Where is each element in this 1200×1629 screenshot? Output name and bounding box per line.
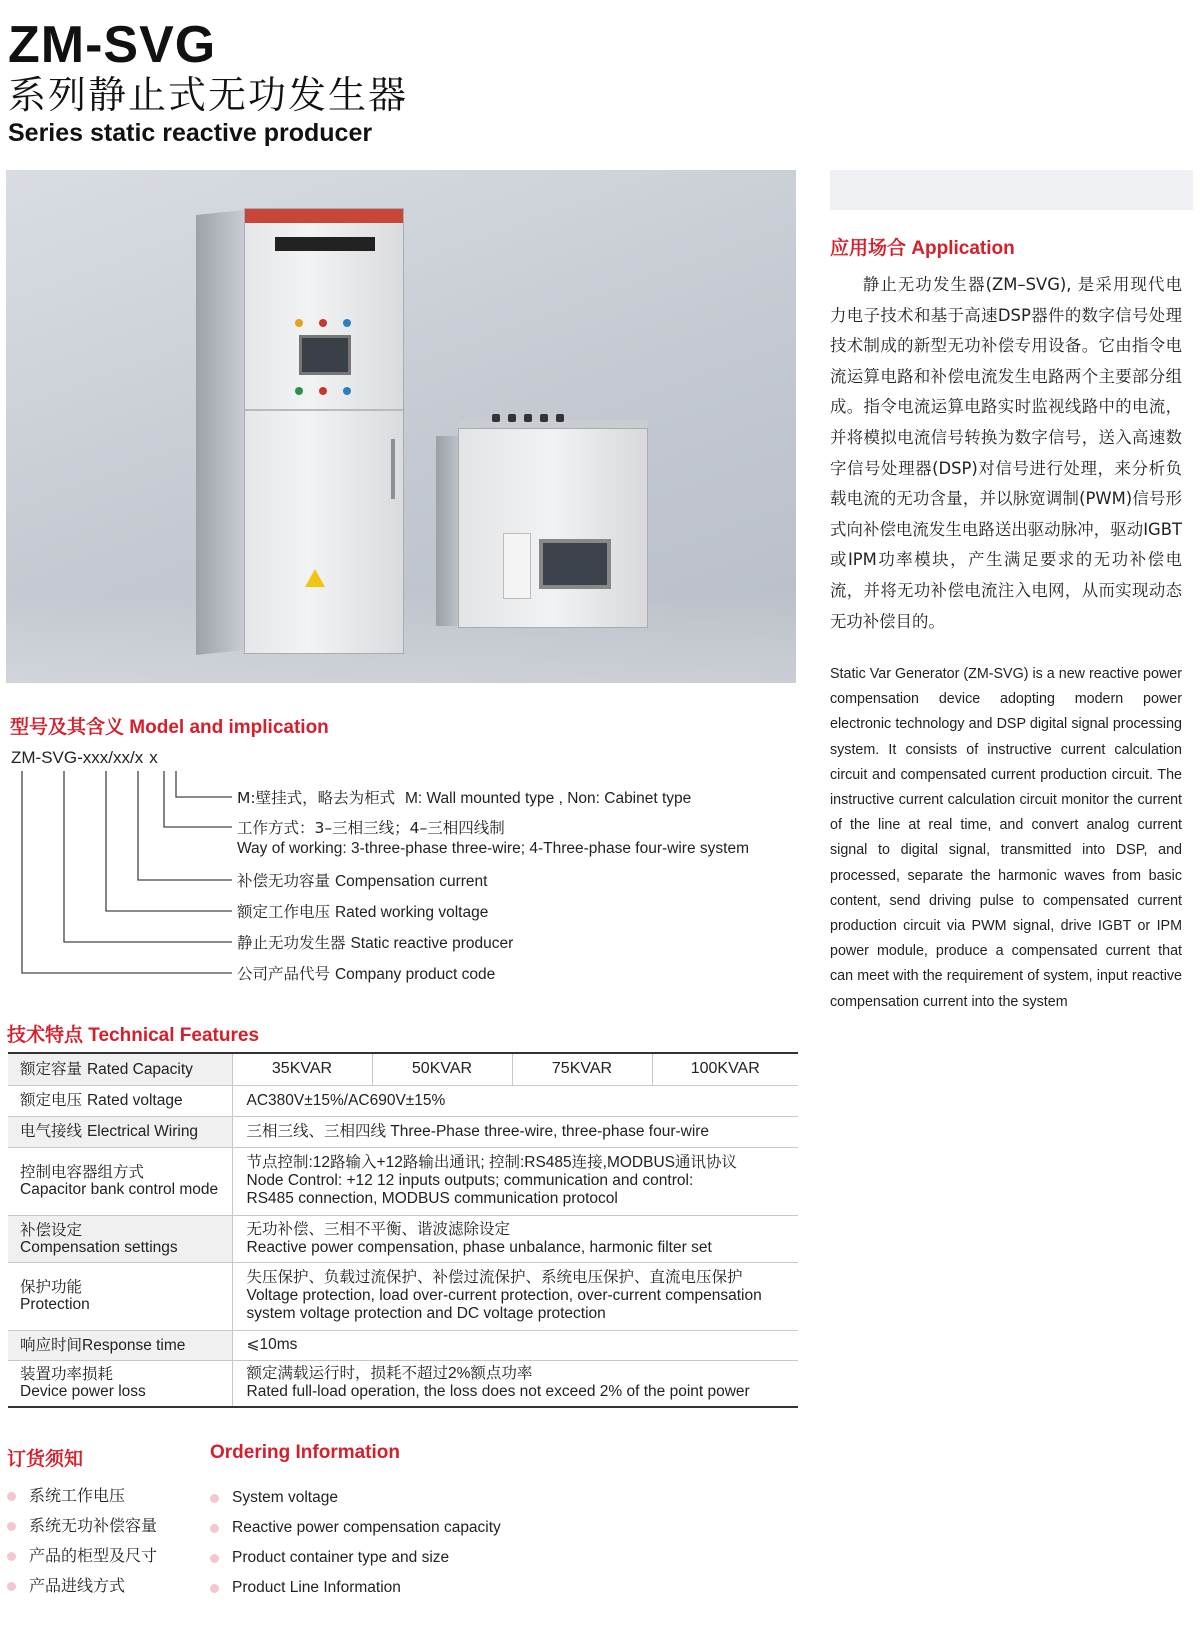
application-heading: 应用场合 Application	[830, 238, 1015, 259]
model-item-cn: 公司产品代号	[237, 965, 331, 983]
model-item-en: Company product code	[334, 966, 496, 983]
indicator-lamp	[343, 319, 351, 327]
connector-terminal	[540, 414, 548, 422]
capacity-cell: 50KVAR	[372, 1053, 512, 1085]
bullet-icon	[7, 1582, 16, 1591]
model-item-en: Static reactive producer	[350, 935, 514, 952]
tree-line	[176, 771, 232, 797]
table-row-value: 三相三线、三相四线 Three-Phase three-wire, three-phase four-wire	[232, 1116, 798, 1147]
warning-icon	[305, 569, 325, 587]
wall-unit-screen	[539, 539, 611, 589]
bullet-icon	[210, 1524, 219, 1533]
bullet-icon	[7, 1552, 16, 1561]
indicator-lamp	[319, 319, 327, 327]
list-item: Product Line Information	[210, 1573, 501, 1603]
model-item	[237, 869, 487, 891]
table-row	[8, 1116, 798, 1147]
model-item-cn: 静止无功发生器	[237, 934, 346, 952]
table-row	[8, 1085, 798, 1116]
cabinet-side	[196, 210, 244, 655]
page-subtitle-cn: 系列静止式无功发生器	[8, 73, 409, 117]
table-row-label: 额定电压 Rated voltage	[8, 1085, 232, 1116]
cabinet-header-strip	[245, 209, 403, 223]
cabinet-front	[244, 208, 404, 654]
ordering-heading-cn: 订货须知	[7, 1449, 84, 1470]
bullet-icon	[210, 1494, 219, 1503]
model-item-cn: 补偿无功容量	[237, 872, 331, 890]
tree-line	[138, 771, 232, 880]
model-item-cn: M:壁挂式，略去为柜式	[237, 789, 396, 807]
cabinet-door-divider	[245, 409, 403, 411]
capacity-cell: 75KVAR	[512, 1053, 652, 1085]
model-code-part: xx	[113, 748, 131, 767]
model-item-en: Rated working voltage	[334, 904, 489, 921]
ordering-heading-en: Ordering Information	[210, 1442, 400, 1463]
model-item	[237, 931, 513, 953]
table-row-label: 控制电容器组方式 Capacitor bank control mode	[8, 1147, 232, 1215]
product-photo	[6, 170, 796, 683]
cabinet-screen	[299, 335, 351, 375]
model-item-en: Compensation current	[334, 873, 488, 890]
features-heading	[7, 1020, 259, 1047]
tree-line	[106, 771, 232, 911]
model-code-part: SVG	[41, 748, 78, 767]
connector-terminal	[556, 414, 564, 422]
ordering-list-en	[210, 1483, 501, 1603]
model-item	[237, 962, 495, 984]
spec-table	[8, 1052, 798, 1408]
list-item: 产品的柜型及尺寸	[7, 1541, 157, 1571]
model-item	[237, 786, 691, 808]
model-item-en: M: Wall mounted type , Non: Cabinet type	[404, 790, 692, 807]
model-code-part: ZM	[11, 748, 36, 767]
model-item-cn: 工作方式：3–三相三线；4–三相四线制	[237, 819, 505, 837]
wall-unit-front	[458, 428, 648, 628]
list-item: 系统无功补偿容量	[7, 1511, 157, 1541]
features-heading-en: Technical Features	[88, 1025, 260, 1046]
indicator-lamp	[319, 387, 327, 395]
model-heading: 型号及其含义 Model and implication	[10, 717, 329, 738]
model-code	[11, 748, 158, 768]
list-item: System voltage	[210, 1483, 501, 1513]
table-row-label: 电气接线 Electrical Wiring	[8, 1116, 232, 1147]
capacity-cell: 35KVAR	[232, 1053, 372, 1085]
table-row-value: AC380V±15%/AC690V±15%	[232, 1085, 798, 1116]
table-row-label: 响应时间Response time	[8, 1330, 232, 1360]
list-item: 产品进线方式	[7, 1571, 157, 1601]
application-text-cn: 静止无功发生器(ZM–SVG), 是采用现代电力电子技术和基于高速DSP器件的数字信号处理技术制成的新型无功补偿专用设备。它由指令电流运算电路和补偿电流发生电路两个主要部分组成。指令电流运算电路实时监视线路中的电流，并将模拟电流信号转换为数字信号，送入高速数字信号处理器(DSP)对信号进行处理，来分析负载电流的无功含量，并以脉宽调制(PWM)信号形式向补偿电流发生电路送出驱动脉冲，驱动IGBT或IPM功率模块，产生满足要求的无功补偿电流，并将无功补偿电流注入电网，从而实现动态无功补偿目的。	[830, 275, 1182, 631]
bullet-icon	[7, 1492, 16, 1501]
table-row-value: ⩽10ms	[232, 1330, 798, 1360]
warning-label	[503, 533, 531, 599]
table-row	[8, 1053, 798, 1085]
model-code-part: -	[77, 748, 83, 767]
page-title: ZM-SVG	[8, 16, 217, 74]
capacity-cell: 100KVAR	[652, 1053, 798, 1085]
title-block	[8, 18, 408, 148]
tree-line	[164, 771, 232, 827]
table-row-label: 额定容量 Rated Capacity	[8, 1053, 232, 1085]
indicator-lamp	[295, 387, 303, 395]
model-code-part: /	[130, 748, 135, 767]
connector-terminal	[524, 414, 532, 422]
model-code-part: x	[134, 748, 144, 767]
model-item-en: Way of working: 3-three-phase three-wire; 4-Three-phase four-wire system	[237, 840, 749, 857]
bullet-icon	[7, 1522, 16, 1531]
table-row-value: 额定满载运行时，损耗不超过2%额点功率 Rated full-load operation, the loss does not exceed 2% of the point power	[232, 1360, 798, 1407]
model-code-part: /	[108, 748, 114, 767]
table-row-value: 节点控制:12路输入+12路输出通讯; 控制:RS485连接,MODBUS通讯协议 Node Control: +12 12 inputs outputs; communication and control: RS485 connection, MODBUS communication protocol	[232, 1147, 798, 1215]
list-item: Product container type and size	[210, 1543, 501, 1573]
model-item	[237, 816, 505, 838]
cabinet-handle	[391, 439, 395, 499]
cabinet-display-strip	[275, 237, 375, 251]
model-item-cn: 额定工作电压	[237, 903, 331, 921]
ordering-list-cn	[7, 1481, 157, 1601]
table-row-value: 失压保护、负载过流保护、补偿过流保护、系统电压保护、直流电压保护 Voltage protection, load over-current protection, over-current compensation system voltage protection and DC voltage protection	[232, 1262, 798, 1330]
table-row-label: 装置功率损耗 Device power loss	[8, 1360, 232, 1407]
page-subtitle-en: Series static reactive producer	[8, 119, 373, 147]
indicator-lamp	[343, 387, 351, 395]
application-text-en: Static Var Generator (ZM-SVG) is a new reactive power compensation device adopting modern power electronic technology and DSP digital signal processing system. It consists of instructive current calculation circuit and compensated current production circuit. The instructive current calculation circuit monitor the current of the line at real time, and convert analog current signal to digital signal, transmitted into DSP, and processed, separate the harmonic waves from basic content, send driving pulse to compensated current production circuit via PWM signal, drive IGBT or IPM power module, produce a compensated current that can meet with the requirement of system, input reactive compensation current into the system	[830, 666, 1182, 1010]
bullet-icon	[210, 1554, 219, 1563]
features-heading-cn: 技术特点	[7, 1025, 84, 1046]
table-row-label: 保护功能 Protection	[8, 1262, 232, 1330]
tree-line	[64, 771, 232, 942]
connector-terminal	[508, 414, 516, 422]
indicator-lamp	[295, 319, 303, 327]
bullet-icon	[210, 1584, 219, 1593]
connector-terminal	[492, 414, 500, 422]
tree-line	[22, 771, 232, 973]
table-row	[8, 1360, 798, 1407]
model-code-part: x	[149, 748, 158, 767]
table-row-label: 补偿设定 Compensation settings	[8, 1215, 232, 1262]
wall-unit-side	[436, 436, 460, 626]
table-row	[8, 1215, 798, 1262]
table-row	[8, 1262, 798, 1330]
model-item	[237, 900, 488, 922]
list-item: Reactive power compensation capacity	[210, 1513, 501, 1543]
table-row-value: 无功补偿、三相不平衡、谐波滤除设定 Reactive power compensation, phase unbalance, harmonic filter set	[232, 1215, 798, 1262]
model-code-part: xxx	[82, 748, 109, 767]
table-row	[8, 1330, 798, 1360]
right-header-bar	[830, 170, 1193, 210]
table-row	[8, 1147, 798, 1215]
list-item: 系统工作电压	[7, 1481, 157, 1511]
model-code-part: -	[35, 748, 42, 767]
